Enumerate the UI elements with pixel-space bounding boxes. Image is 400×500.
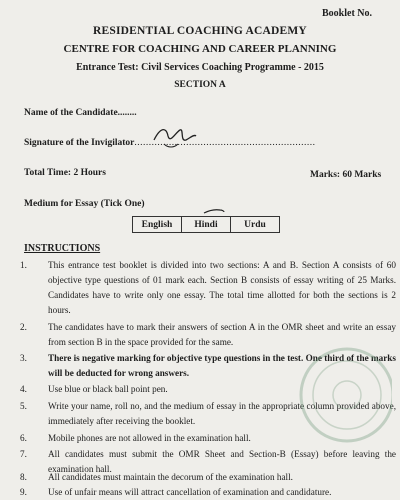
instruction-number: 2. xyxy=(20,322,27,332)
instruction-text: There is negative marking for objective type questions in the test. One third of the marks will be deducted for wrong answers. xyxy=(48,353,396,378)
centre-title: CENTRE FOR COACHING AND CAREER PLANNING xyxy=(63,43,337,55)
instruction-text: This entrance test booklet is divided into two sections: A and B. Section A consists of 60 objective type questions of 01 mark each. Section B consists of essay writing of 25 Marks. Candidates have to write only one essay. The total time allotted for both the sections is 2 hours. xyxy=(48,260,396,315)
instruction-item xyxy=(20,470,380,485)
instruction-item xyxy=(20,485,380,500)
medium-option-urdu[interactable]: Urdu xyxy=(231,217,280,233)
instruction-number: 1. xyxy=(20,260,27,270)
instruction-number: 7. xyxy=(20,449,27,459)
instruction-number: 4. xyxy=(20,384,27,394)
medium-option-english[interactable]: English xyxy=(133,217,182,233)
signature-label: Signature of the Invigilator xyxy=(24,138,135,148)
medium-option-hindi[interactable]: Hindi xyxy=(182,217,231,233)
signature-line: ............................................................... xyxy=(134,138,316,148)
instruction-text: All candidates must submit the OMR Sheet and Section-B (Essay) before leaving the examination hall. xyxy=(48,449,396,474)
institution-seal-stamp xyxy=(292,340,392,450)
tick-mark-icon xyxy=(202,207,226,221)
total-marks-label: Marks: 60 Marks xyxy=(310,170,382,180)
instruction-number: 9. xyxy=(20,487,27,497)
instruction-item xyxy=(20,258,396,318)
instruction-number: 5. xyxy=(20,401,27,411)
instruction-number: 8. xyxy=(20,472,27,482)
instruction-text: Use of unfair means will attract cancellation of examination and candidature. xyxy=(48,487,332,497)
handwritten-signature-mark xyxy=(150,122,200,152)
booklet-number-label: Booklet No. xyxy=(322,8,372,19)
instruction-text: All candidates must maintain the decorum of the examination hall. xyxy=(48,472,293,482)
section-title: SECTION A xyxy=(174,80,226,90)
instruction-number: 6. xyxy=(20,433,27,443)
instruction-text: Write your name, roll no, and the medium of essay in the appropriate column provided above, immediately after receiving the booklet. xyxy=(48,401,396,426)
academy-title: RESIDENTIAL COACHING ACADEMY xyxy=(93,25,307,37)
instructions-heading: INSTRUCTIONS xyxy=(24,243,101,254)
instruction-number: 3. xyxy=(20,353,27,363)
instruction-text: Use blue or black ball point pen. xyxy=(48,384,168,394)
essay-medium-label: Medium for Essay (Tick One) xyxy=(24,199,145,209)
instruction-text: Mobile phones are not allowed in the examination hall. xyxy=(48,433,251,443)
test-title: Entrance Test: Civil Services Coaching Programme - 2015 xyxy=(76,62,324,73)
candidate-name-field: Name of the Candidate........ xyxy=(24,108,137,118)
total-time-label: Total Time: 2 Hours xyxy=(24,168,106,178)
instruction-text: The candidates have to mark their answers of section A in the OMR sheet and write an essay from section B in the space provided for the same. xyxy=(48,322,396,347)
